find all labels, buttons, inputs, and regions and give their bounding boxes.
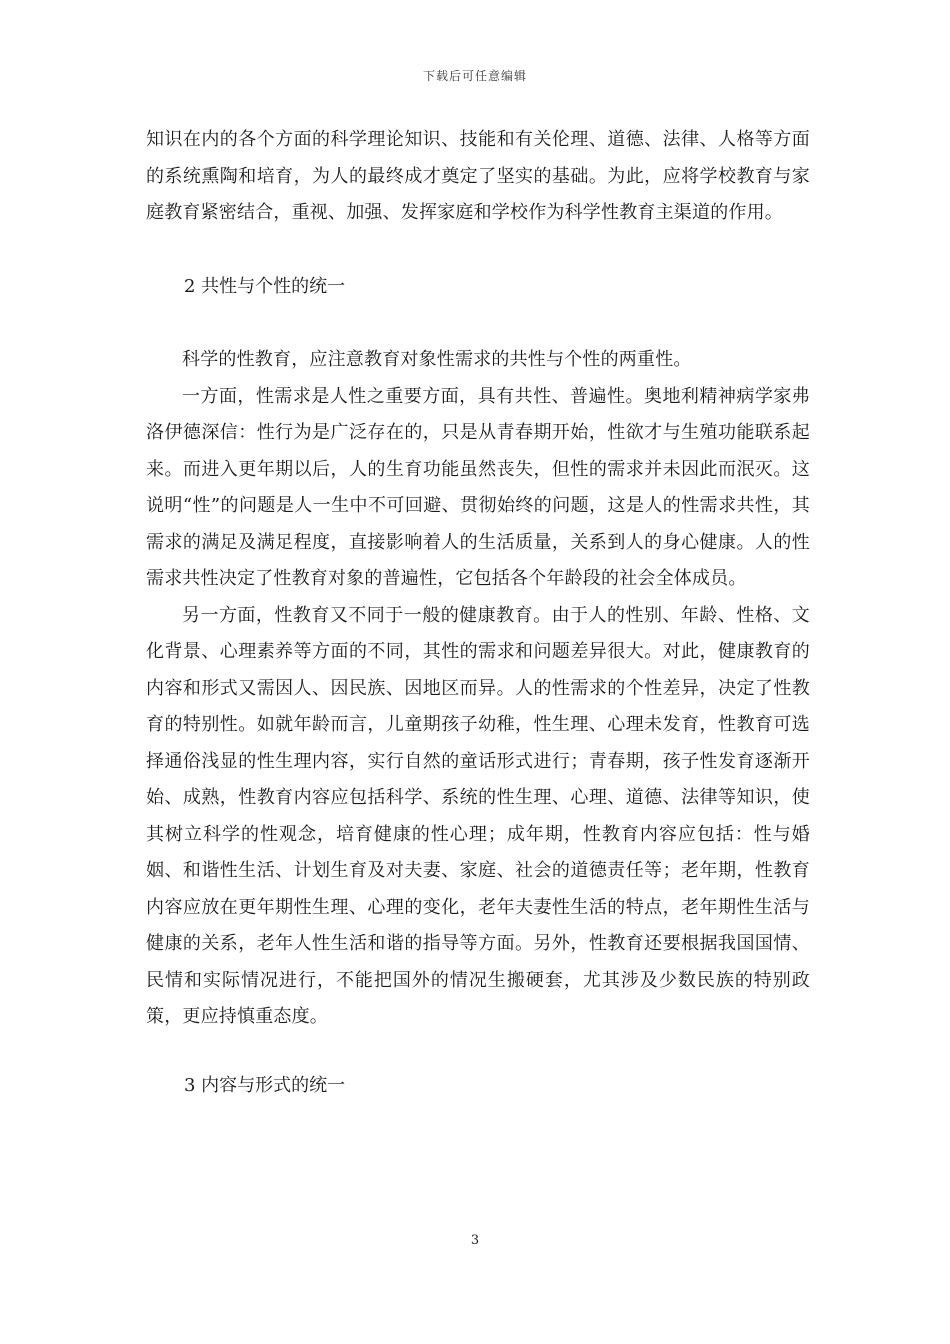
section-2-paragraph-3: 另一方面，性教育又不同于一般的健康教育。由于人的性别、年龄、性格、文化背景、心理素养等方面的不同，其性的需求和问题差异很大。对此，健康教育的内容和形式又需因人、因民族、因地区而异。人的性需求的个性差异，决定了性教育的特别性。如就年龄而言，儿童期孩子幼稚，性生理、心理未发育，性教育可选择通俗浅显的性生理内容，实行自然的童话形式进行；青春期，孩子性发育逐渐开始、成熟，性教育内容应包括科学、系统的性生理、心理、道德、法律等知识，使其树立科学的性观念，培育健康的性心理；成年期，性教育内容应包括：性与婚姻、和谐性生活、计划生育及对夫妻、家庭、社会的道德责任等；老年期，性教育内容应放在更年期性生理、心理的变化，老年夫妻性生活的特点，老年期性生活与健康的关系，老年人性生活和谐的指导等方面。另外，性教育还要根据我国国情、民情和实际情况进行，不能把国外的情况生搬硬套，尤其涉及少数民族的特别政策，更应持慎重态度。 <box>146 604 810 1027</box>
section-3-heading: 3 内容与形式的统一 <box>184 1074 346 1096</box>
header-note: 下载后可任意编辑 <box>422 69 527 83</box>
document-body <box>146 122 810 1104</box>
page-number: 3 <box>470 1233 480 1248</box>
section-2-paragraph-2: 一方面，性需求是人性之重要方面，具有共性、普遍性。奥地利精神病学家弗洛伊德深信：性行为是广泛存在的，只是从青春期开始，性欲才与生殖功能联系起来。而进入更年期以后，人的生育功能虽然丧失，但性的需求并未因此而泯灭。这说明“性”的问题是人一生中不可回避、贯彻始终的问题，这是人的性需求共性，其需求的满足及满足程度，直接影响着人的生活质量，关系到人的身心健康。人的性需求共性决定了性教育对象的普遍性，它包括各个年龄段的社会全体成员。 <box>146 385 810 589</box>
spacer <box>146 232 810 269</box>
section-2-heading: 2 共性与个性的统一 <box>184 275 346 297</box>
section-2-paragraph-1: 科学的性教育，应注意教育对象性需求的共性与个性的两重性。 <box>182 349 692 370</box>
spacer <box>146 305 810 342</box>
intro-paragraph: 知识在内的各个方面的科学理论知识、技能和有关伦理、道德、法律、人格等方面的系统熏陶和培育，为人的最终成才奠定了坚实的基础。为此，应将学校教育与家庭教育紧密结合，重视、加强、发挥家庭和学校作为科学性教育主渠道的作用。 <box>146 129 810 223</box>
spacer <box>146 1036 810 1068</box>
